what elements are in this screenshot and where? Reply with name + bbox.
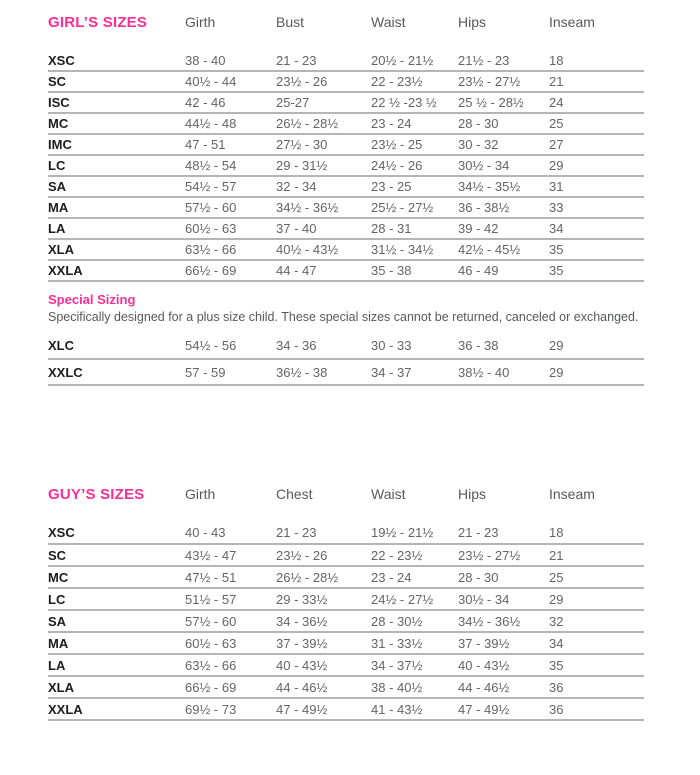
measurement-value: 26½ - 28½ bbox=[276, 569, 339, 585]
size-code: SC bbox=[48, 74, 67, 89]
measurement-value: 63½ - 66 bbox=[185, 242, 237, 257]
measurement-value: 47 - 49½ bbox=[458, 701, 510, 717]
size-code: XXLA bbox=[48, 701, 83, 717]
size-row-ma bbox=[48, 197, 644, 218]
guys-header-row bbox=[48, 486, 644, 522]
size-row-sa bbox=[48, 176, 644, 197]
size-row-xla bbox=[48, 239, 644, 260]
measurement-value: 57 - 59 bbox=[185, 364, 226, 380]
measurement-value: 44 - 46½ bbox=[458, 679, 510, 695]
size-row-isc bbox=[48, 92, 644, 113]
measurement-value: 28 - 30 bbox=[458, 569, 499, 585]
measurement-value: 28 - 30 bbox=[458, 116, 499, 131]
special-sizing-block bbox=[48, 292, 700, 386]
measurement-value: 51½ - 57 bbox=[185, 591, 237, 607]
size-row-mc bbox=[48, 113, 644, 134]
measurement-value: 34 - 37 bbox=[371, 364, 412, 380]
measurement-value: 40 - 43½ bbox=[276, 657, 328, 673]
measurement-value: 57½ - 60 bbox=[185, 200, 237, 215]
measurement-value: 43½ - 47 bbox=[185, 547, 237, 563]
measurement-value: 23 - 24 bbox=[371, 116, 412, 131]
measurement-value: 21 - 23 bbox=[276, 525, 317, 540]
measurement-value: 32 bbox=[549, 613, 564, 629]
size-row-sa bbox=[48, 610, 644, 632]
column-header-girth: Girth bbox=[185, 14, 216, 30]
measurement-value: 21 - 23 bbox=[458, 525, 499, 540]
measurement-value: 37 - 39½ bbox=[458, 635, 510, 651]
measurement-value: 42 - 46 bbox=[185, 95, 226, 110]
measurement-value: 44½ - 48 bbox=[185, 116, 237, 131]
size-code: MC bbox=[48, 569, 69, 585]
size-code: XSC bbox=[48, 52, 75, 68]
size-row-sc bbox=[48, 71, 644, 92]
measurement-value: 31 bbox=[549, 179, 564, 194]
size-code: LC bbox=[48, 591, 66, 607]
measurement-value: 36 bbox=[549, 701, 564, 717]
measurement-value: 39 - 42 bbox=[458, 221, 499, 236]
measurement-value: 30 - 33 bbox=[371, 338, 412, 353]
measurement-value: 40½ - 44 bbox=[185, 74, 237, 89]
measurement-value: 25½ - 27½ bbox=[371, 200, 434, 215]
measurement-value: 60½ - 63 bbox=[185, 221, 237, 236]
girls-sizes-table bbox=[48, 14, 644, 282]
column-header-waist: Waist bbox=[371, 486, 406, 502]
measurement-value: 35 bbox=[549, 263, 564, 278]
measurement-value: 30½ - 34 bbox=[458, 158, 510, 173]
measurement-value: 36 - 38 bbox=[458, 338, 499, 353]
measurement-value: 19½ - 21½ bbox=[371, 525, 434, 540]
measurement-value: 25 ½ - 28½ bbox=[458, 95, 524, 110]
measurement-value: 47½ - 51 bbox=[185, 569, 237, 585]
size-code: XLA bbox=[48, 242, 74, 257]
measurement-value: 31 - 33½ bbox=[371, 635, 423, 651]
measurement-value: 36½ - 38 bbox=[276, 364, 328, 380]
measurement-value: 22 ½ -23 ½ bbox=[371, 95, 437, 110]
size-row-xla bbox=[48, 676, 644, 698]
size-row-xsc bbox=[48, 522, 644, 544]
measurement-value: 18 bbox=[549, 52, 564, 68]
measurement-value: 60½ - 63 bbox=[185, 635, 237, 651]
size-row-la bbox=[48, 218, 644, 239]
measurement-value: 29 - 31½ bbox=[276, 158, 328, 173]
measurement-value: 23½ - 26 bbox=[276, 74, 328, 89]
measurement-value: 42½ - 45½ bbox=[458, 242, 521, 257]
measurement-value: 36 - 38½ bbox=[458, 200, 510, 215]
measurement-value: 41 - 43½ bbox=[371, 701, 423, 717]
measurement-value: 38 - 40½ bbox=[371, 679, 423, 695]
measurement-value: 37 - 39½ bbox=[276, 635, 328, 651]
measurement-value: 46 - 49 bbox=[458, 263, 499, 278]
special-sizing-title: Special Sizing bbox=[48, 292, 136, 307]
size-code: XSC bbox=[48, 525, 75, 540]
measurement-value: 30½ - 34 bbox=[458, 591, 510, 607]
measurement-value: 34 - 36½ bbox=[276, 613, 328, 629]
special-sizing-description: Specifically designed for a plus size child. These special sizes cannot be returned, canceled or exchanged. bbox=[48, 310, 639, 324]
measurement-value: 66½ - 69 bbox=[185, 263, 237, 278]
size-row-ma bbox=[48, 632, 644, 654]
measurement-value: 34 bbox=[549, 635, 564, 651]
measurement-value: 40 - 43½ bbox=[458, 657, 510, 673]
size-code: XLC bbox=[48, 338, 74, 353]
column-header-hips: Hips bbox=[458, 486, 487, 502]
measurement-value: 24½ - 26 bbox=[371, 158, 423, 173]
measurement-value: 26½ - 28½ bbox=[276, 116, 339, 131]
size-row-la bbox=[48, 654, 644, 676]
measurement-value: 34½ - 36½ bbox=[276, 200, 339, 215]
measurement-value: 66½ - 69 bbox=[185, 679, 237, 695]
measurement-value: 23½ - 27½ bbox=[458, 74, 521, 89]
size-code: LC bbox=[48, 158, 66, 173]
size-code: MA bbox=[48, 200, 69, 215]
measurement-value: 29 - 33½ bbox=[276, 591, 328, 607]
measurement-value: 57½ - 60 bbox=[185, 613, 237, 629]
measurement-value: 35 bbox=[549, 657, 564, 673]
size-code: LA bbox=[48, 657, 66, 673]
measurement-value: 34½ - 36½ bbox=[458, 613, 521, 629]
measurement-value: 35 bbox=[549, 242, 564, 257]
measurement-value: 31½ - 34½ bbox=[371, 242, 434, 257]
column-header-inseam: Inseam bbox=[549, 486, 595, 502]
column-header-bust: Bust bbox=[276, 14, 305, 30]
column-header-girth: Girth bbox=[185, 486, 216, 502]
measurement-value: 69½ - 73 bbox=[185, 701, 237, 717]
size-row-xsc bbox=[48, 50, 644, 71]
measurement-value: 63½ - 66 bbox=[185, 657, 237, 673]
measurement-value: 37 - 40 bbox=[276, 221, 317, 236]
measurement-value: 27 bbox=[549, 137, 564, 152]
size-row-xxlc bbox=[48, 359, 644, 385]
guys-table-body bbox=[48, 522, 644, 720]
measurement-value: 21 bbox=[549, 74, 564, 89]
guys-sizes-table bbox=[48, 486, 644, 721]
girls-table-body bbox=[48, 50, 644, 281]
measurement-value: 23½ - 25 bbox=[371, 137, 423, 152]
measurement-value: 40 - 43 bbox=[185, 525, 226, 540]
measurement-value: 23 - 24 bbox=[371, 569, 412, 585]
column-header-hips: Hips bbox=[458, 14, 487, 30]
size-code: SA bbox=[48, 179, 67, 194]
measurement-value: 22 - 23½ bbox=[371, 74, 423, 89]
column-header-waist: Waist bbox=[371, 14, 406, 30]
measurement-value: 32 - 34 bbox=[276, 179, 317, 194]
size-code: XXLC bbox=[48, 364, 83, 380]
size-code: SC bbox=[48, 547, 67, 563]
column-header-inseam: Inseam bbox=[549, 14, 595, 30]
measurement-value: 34 - 37½ bbox=[371, 657, 423, 673]
measurement-value: 44 - 46½ bbox=[276, 679, 328, 695]
size-row-imc bbox=[48, 134, 644, 155]
girls-sizes-section bbox=[48, 14, 700, 386]
size-code: SA bbox=[48, 613, 67, 629]
measurement-value: 44 - 47 bbox=[276, 263, 317, 278]
measurement-value: 18 bbox=[549, 525, 564, 540]
measurement-value: 29 bbox=[549, 364, 564, 380]
size-row-mc bbox=[48, 566, 644, 588]
measurement-value: 22 - 23½ bbox=[371, 547, 423, 563]
size-row-lc bbox=[48, 155, 644, 176]
size-row-lc bbox=[48, 588, 644, 610]
measurement-value: 29 bbox=[549, 158, 564, 173]
size-row-xxla bbox=[48, 698, 644, 720]
measurement-value: 34 - 36 bbox=[276, 338, 317, 353]
measurement-value: 54½ - 56 bbox=[185, 338, 237, 353]
measurement-value: 21 - 23 bbox=[276, 52, 317, 68]
measurement-value: 34 bbox=[549, 221, 564, 236]
size-row-xxla bbox=[48, 260, 644, 281]
special-table-body bbox=[48, 333, 644, 385]
measurement-value: 24 bbox=[549, 95, 564, 110]
measurement-value: 25-27 bbox=[276, 95, 310, 110]
measurement-value: 38½ - 40 bbox=[458, 364, 510, 380]
guys-sizes-title: GUY’S SIZES bbox=[48, 486, 145, 503]
measurement-value: 34½ - 35½ bbox=[458, 179, 521, 194]
measurement-value: 47 - 51 bbox=[185, 137, 226, 152]
guys-sizes-section bbox=[48, 486, 700, 721]
size-code: MA bbox=[48, 635, 69, 651]
measurement-value: 25 bbox=[549, 569, 564, 585]
measurement-value: 38 - 40 bbox=[185, 52, 226, 68]
measurement-value: 28 - 31 bbox=[371, 221, 412, 236]
girls-sizes-title: GIRL’S SIZES bbox=[48, 14, 148, 31]
size-code: ISC bbox=[48, 95, 70, 110]
measurement-value: 23½ - 27½ bbox=[458, 547, 521, 563]
measurement-value: 29 bbox=[549, 591, 564, 607]
measurement-value: 28 - 30½ bbox=[371, 613, 423, 629]
column-header-chest: Chest bbox=[276, 486, 313, 502]
special-sizing-table bbox=[48, 333, 644, 386]
measurement-value: 48½ - 54 bbox=[185, 158, 237, 173]
measurement-value: 21 bbox=[549, 547, 564, 563]
size-code: XXLA bbox=[48, 263, 83, 278]
measurement-value: 21½ - 23 bbox=[458, 52, 510, 68]
measurement-value: 35 - 38 bbox=[371, 263, 412, 278]
size-code: XLA bbox=[48, 679, 74, 695]
measurement-value: 30 - 32 bbox=[458, 137, 499, 152]
measurement-value: 29 bbox=[549, 338, 564, 353]
size-code: IMC bbox=[48, 137, 72, 152]
size-code: MC bbox=[48, 116, 69, 131]
measurement-value: 20½ - 21½ bbox=[371, 52, 434, 68]
measurement-value: 27½ - 30 bbox=[276, 137, 328, 152]
size-code: LA bbox=[48, 221, 66, 236]
measurement-value: 25 bbox=[549, 116, 564, 131]
size-row-sc bbox=[48, 544, 644, 566]
measurement-value: 24½ - 27½ bbox=[371, 591, 434, 607]
size-row-xlc bbox=[48, 333, 644, 359]
measurement-value: 54½ - 57 bbox=[185, 179, 237, 194]
measurement-value: 23 - 25 bbox=[371, 179, 412, 194]
measurement-value: 23½ - 26 bbox=[276, 547, 328, 563]
measurement-value: 36 bbox=[549, 679, 564, 695]
measurement-value: 33 bbox=[549, 200, 564, 215]
measurement-value: 40½ - 43½ bbox=[276, 242, 339, 257]
girls-header-row bbox=[48, 14, 644, 50]
measurement-value: 47 - 49½ bbox=[276, 701, 328, 717]
